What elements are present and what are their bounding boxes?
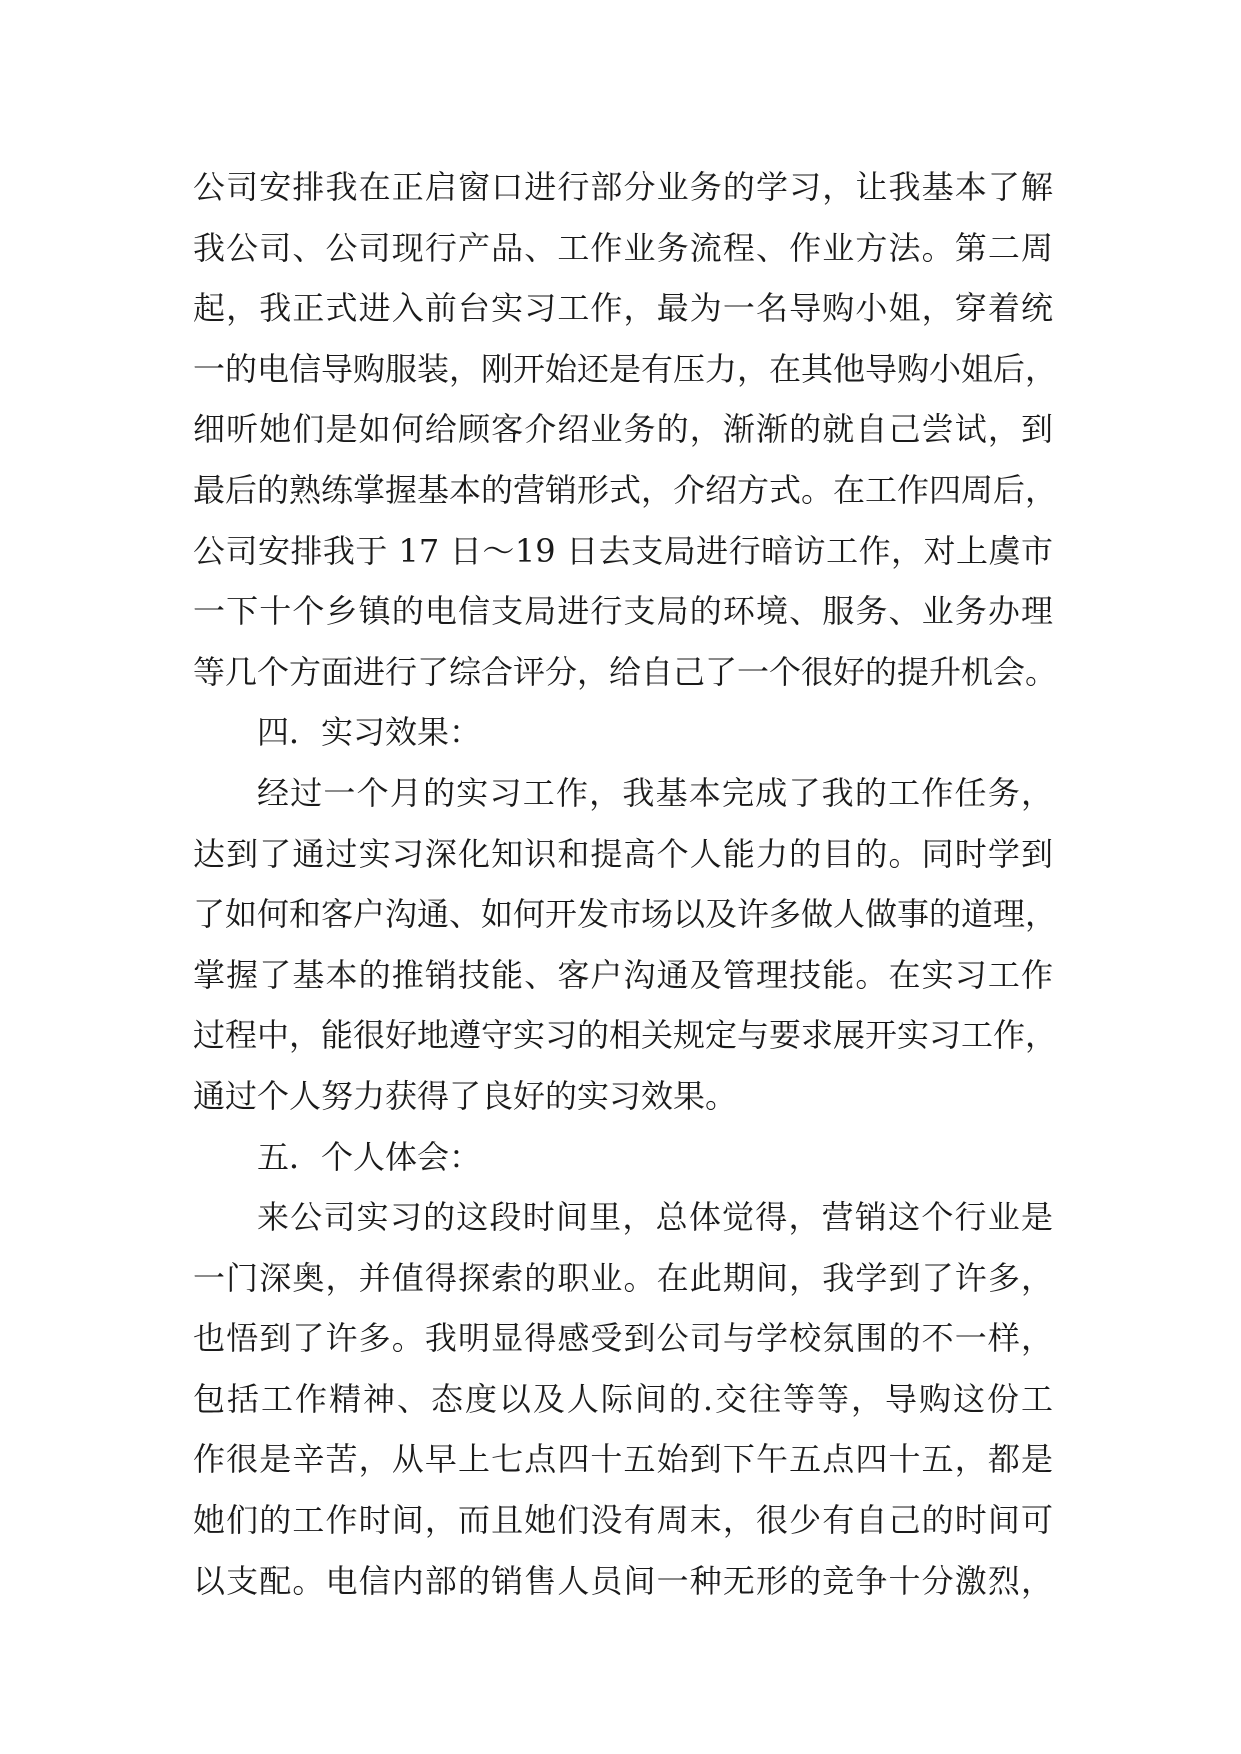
section-heading: 五．个人体会： bbox=[257, 1137, 482, 1176]
text-line: 通过个人努力获得了良好的实习效果。 bbox=[193, 1076, 738, 1115]
text-line: 我公司、公司现行产品、工作业务流程、作业方法。第二周 bbox=[193, 228, 1053, 267]
text-line: 作很是辛苦，从早上七点四十五始到下午五点四十五，都是 bbox=[193, 1440, 1053, 1479]
text-line: 过程中，能很好地遵守实习的相关规定与要求展开实习工作， bbox=[193, 1016, 1058, 1055]
section-heading: 四．实习效果： bbox=[257, 713, 482, 752]
text-line: 公司安排我于 17 日～19 日去支局进行暗访工作，对上虞市 bbox=[193, 531, 1053, 570]
text-line: 起，我正式进入前台实习工作，最为一名导购小姐，穿着统 bbox=[193, 289, 1053, 328]
text-line: 以支配。电信内部的销售人员间一种无形的竞争十分激烈， bbox=[193, 1561, 1053, 1600]
text-line: 包括工作精神、态度以及人际间的.交往等等，导购这份工 bbox=[193, 1379, 1053, 1418]
text-line: 一的电信导购服装，刚开始还是有压力，在其他导购小姐后， bbox=[193, 349, 1058, 388]
text-line: 经过一个月的实习工作，我基本完成了我的工作任务， bbox=[257, 773, 1053, 812]
text-line: 等几个方面进行了综合评分，给自己了一个很好的提升机会。 bbox=[193, 652, 1058, 691]
text-line: 一下十个乡镇的电信支局进行支局的环境、服务、业务办理 bbox=[193, 592, 1053, 631]
text-line: 掌握了基本的推销技能、客户沟通及管理技能。在实习工作 bbox=[193, 955, 1053, 994]
text-line: 了如何和客户沟通、如何开发市场以及许多做人做事的道理， bbox=[193, 895, 1058, 934]
text-line: 也悟到了许多。我明显得感受到公司与学校氛围的不一样， bbox=[193, 1319, 1053, 1358]
text-line: 达到了通过实习深化知识和提高个人能力的目的。同时学到 bbox=[193, 834, 1053, 873]
text-line: 细听她们是如何给顾客介绍业务的，渐渐的就自己尝试，到 bbox=[193, 410, 1053, 449]
text-line: 一门深奥，并值得探索的职业。在此期间，我学到了许多， bbox=[193, 1258, 1053, 1297]
text-line: 来公司实习的这段时间里，总体觉得，营销这个行业是 bbox=[257, 1198, 1053, 1237]
text-line: 她们的工作时间，而且她们没有周末，很少有自己的时间可 bbox=[193, 1501, 1053, 1540]
text-line: 最后的熟练掌握基本的营销形式，介绍方式。在工作四周后， bbox=[193, 470, 1058, 509]
body-text bbox=[193, 157, 1058, 1611]
text-line: 公司安排我在正启窗口进行部分业务的学习，让我基本了解 bbox=[193, 168, 1053, 206]
